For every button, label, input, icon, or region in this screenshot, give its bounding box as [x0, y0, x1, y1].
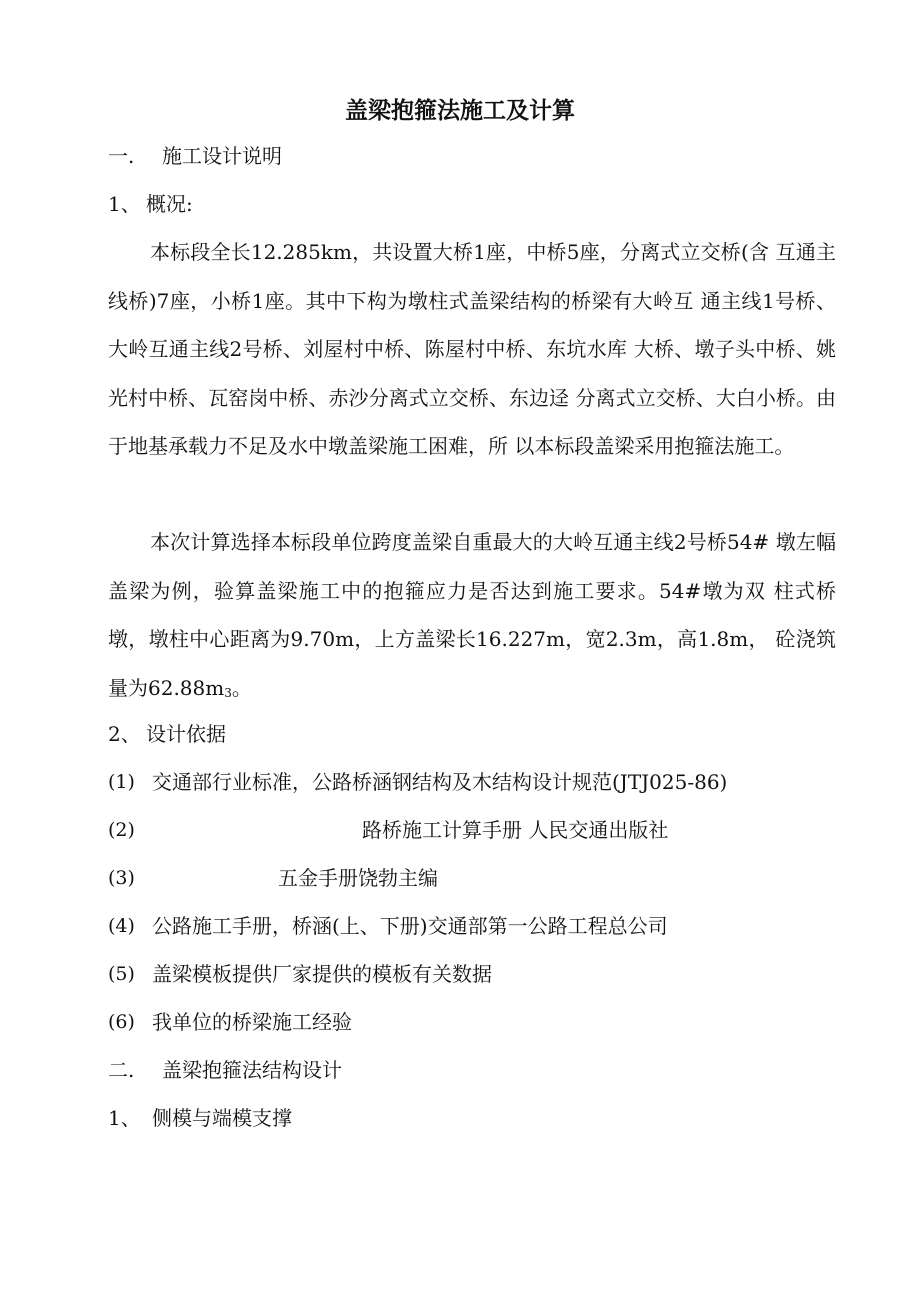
overview-paragraph: 本标段全长12.285km，共设置大桥1座，中桥5座，分离式立交桥(含 互通主线桥)7座，小桥1座。其中下构为墩柱式盖梁结构的桥梁有大岭互 通主线1号桥、大岭互通主线2号桥、刘屋村中桥、陈屋村中桥、东坑水库 大桥、墩子头中桥、姚光村中桥、瓦窑岗中桥、赤沙分离式立交桥、东边迳 分离式立交桥、大白小桥。由于地基承载力不足及水中墩盖梁施工困难，所 以本标段盖梁采用抱箍法施工。 — [108, 240, 836, 458]
calculation-paragraph-end: 。 — [231, 675, 252, 700]
reference-text: 公路施工手册，桥涵(上、下册)交通部第一公路工程总公司 — [152, 914, 668, 938]
reference-number: (5) — [108, 963, 135, 985]
overview-number: 1、 — [108, 192, 141, 216]
section-1-heading: 施工设计说明 — [162, 144, 282, 168]
reference-text: 盖梁模板提供厂家提供的模板有关数据 — [152, 962, 492, 986]
reference-number: (6) — [108, 1011, 135, 1033]
reference-number: (4) — [108, 915, 135, 937]
calculation-paragraph-text: 本次计算选择本标段单位跨度盖梁自重最大的大岭互通主线2号桥54# 墩左幅盖梁为例，验算盖梁施工中的抱箍应力是否达到施工要求。54#墩为双 柱式桥墩，墩柱中心距离为9.70m，上方盖梁长16.227m，宽2.3m，高1.8m， 砼浇筑量为62.88m — [108, 530, 836, 700]
cubic-superscript: 3 — [224, 685, 232, 700]
overview-heading: 概况: — [146, 192, 193, 216]
design-basis-heading: 设计依据 — [146, 722, 226, 746]
subsection-1-heading: 侧模与端模支撑 — [152, 1106, 292, 1130]
reference-number: (1) — [108, 771, 135, 793]
reference-number: (2) — [108, 819, 135, 841]
design-basis-number: 2、 — [108, 722, 141, 746]
section-1-number: 一. — [108, 144, 135, 168]
reference-number: (3) — [108, 867, 135, 889]
reference-text: 五金手册饶勃主编 — [278, 866, 438, 890]
subsection-1-number: 1、 — [108, 1106, 141, 1130]
document-title: 盖梁抱箍法施工及计算 — [345, 98, 575, 124]
section-2-heading: 盖梁抱箍法结构设计 — [162, 1058, 342, 1082]
calculation-paragraph — [108, 518, 836, 717]
reference-text: 交通部行业标准，公路桥涵钢结构及木结构设计规范(JTJ025-86) — [152, 770, 728, 794]
section-2-number: 二. — [108, 1058, 135, 1082]
reference-text: 路桥施工计算手册 人民交通出版社 — [362, 818, 669, 842]
reference-text: 我单位的桥梁施工经验 — [152, 1010, 352, 1034]
